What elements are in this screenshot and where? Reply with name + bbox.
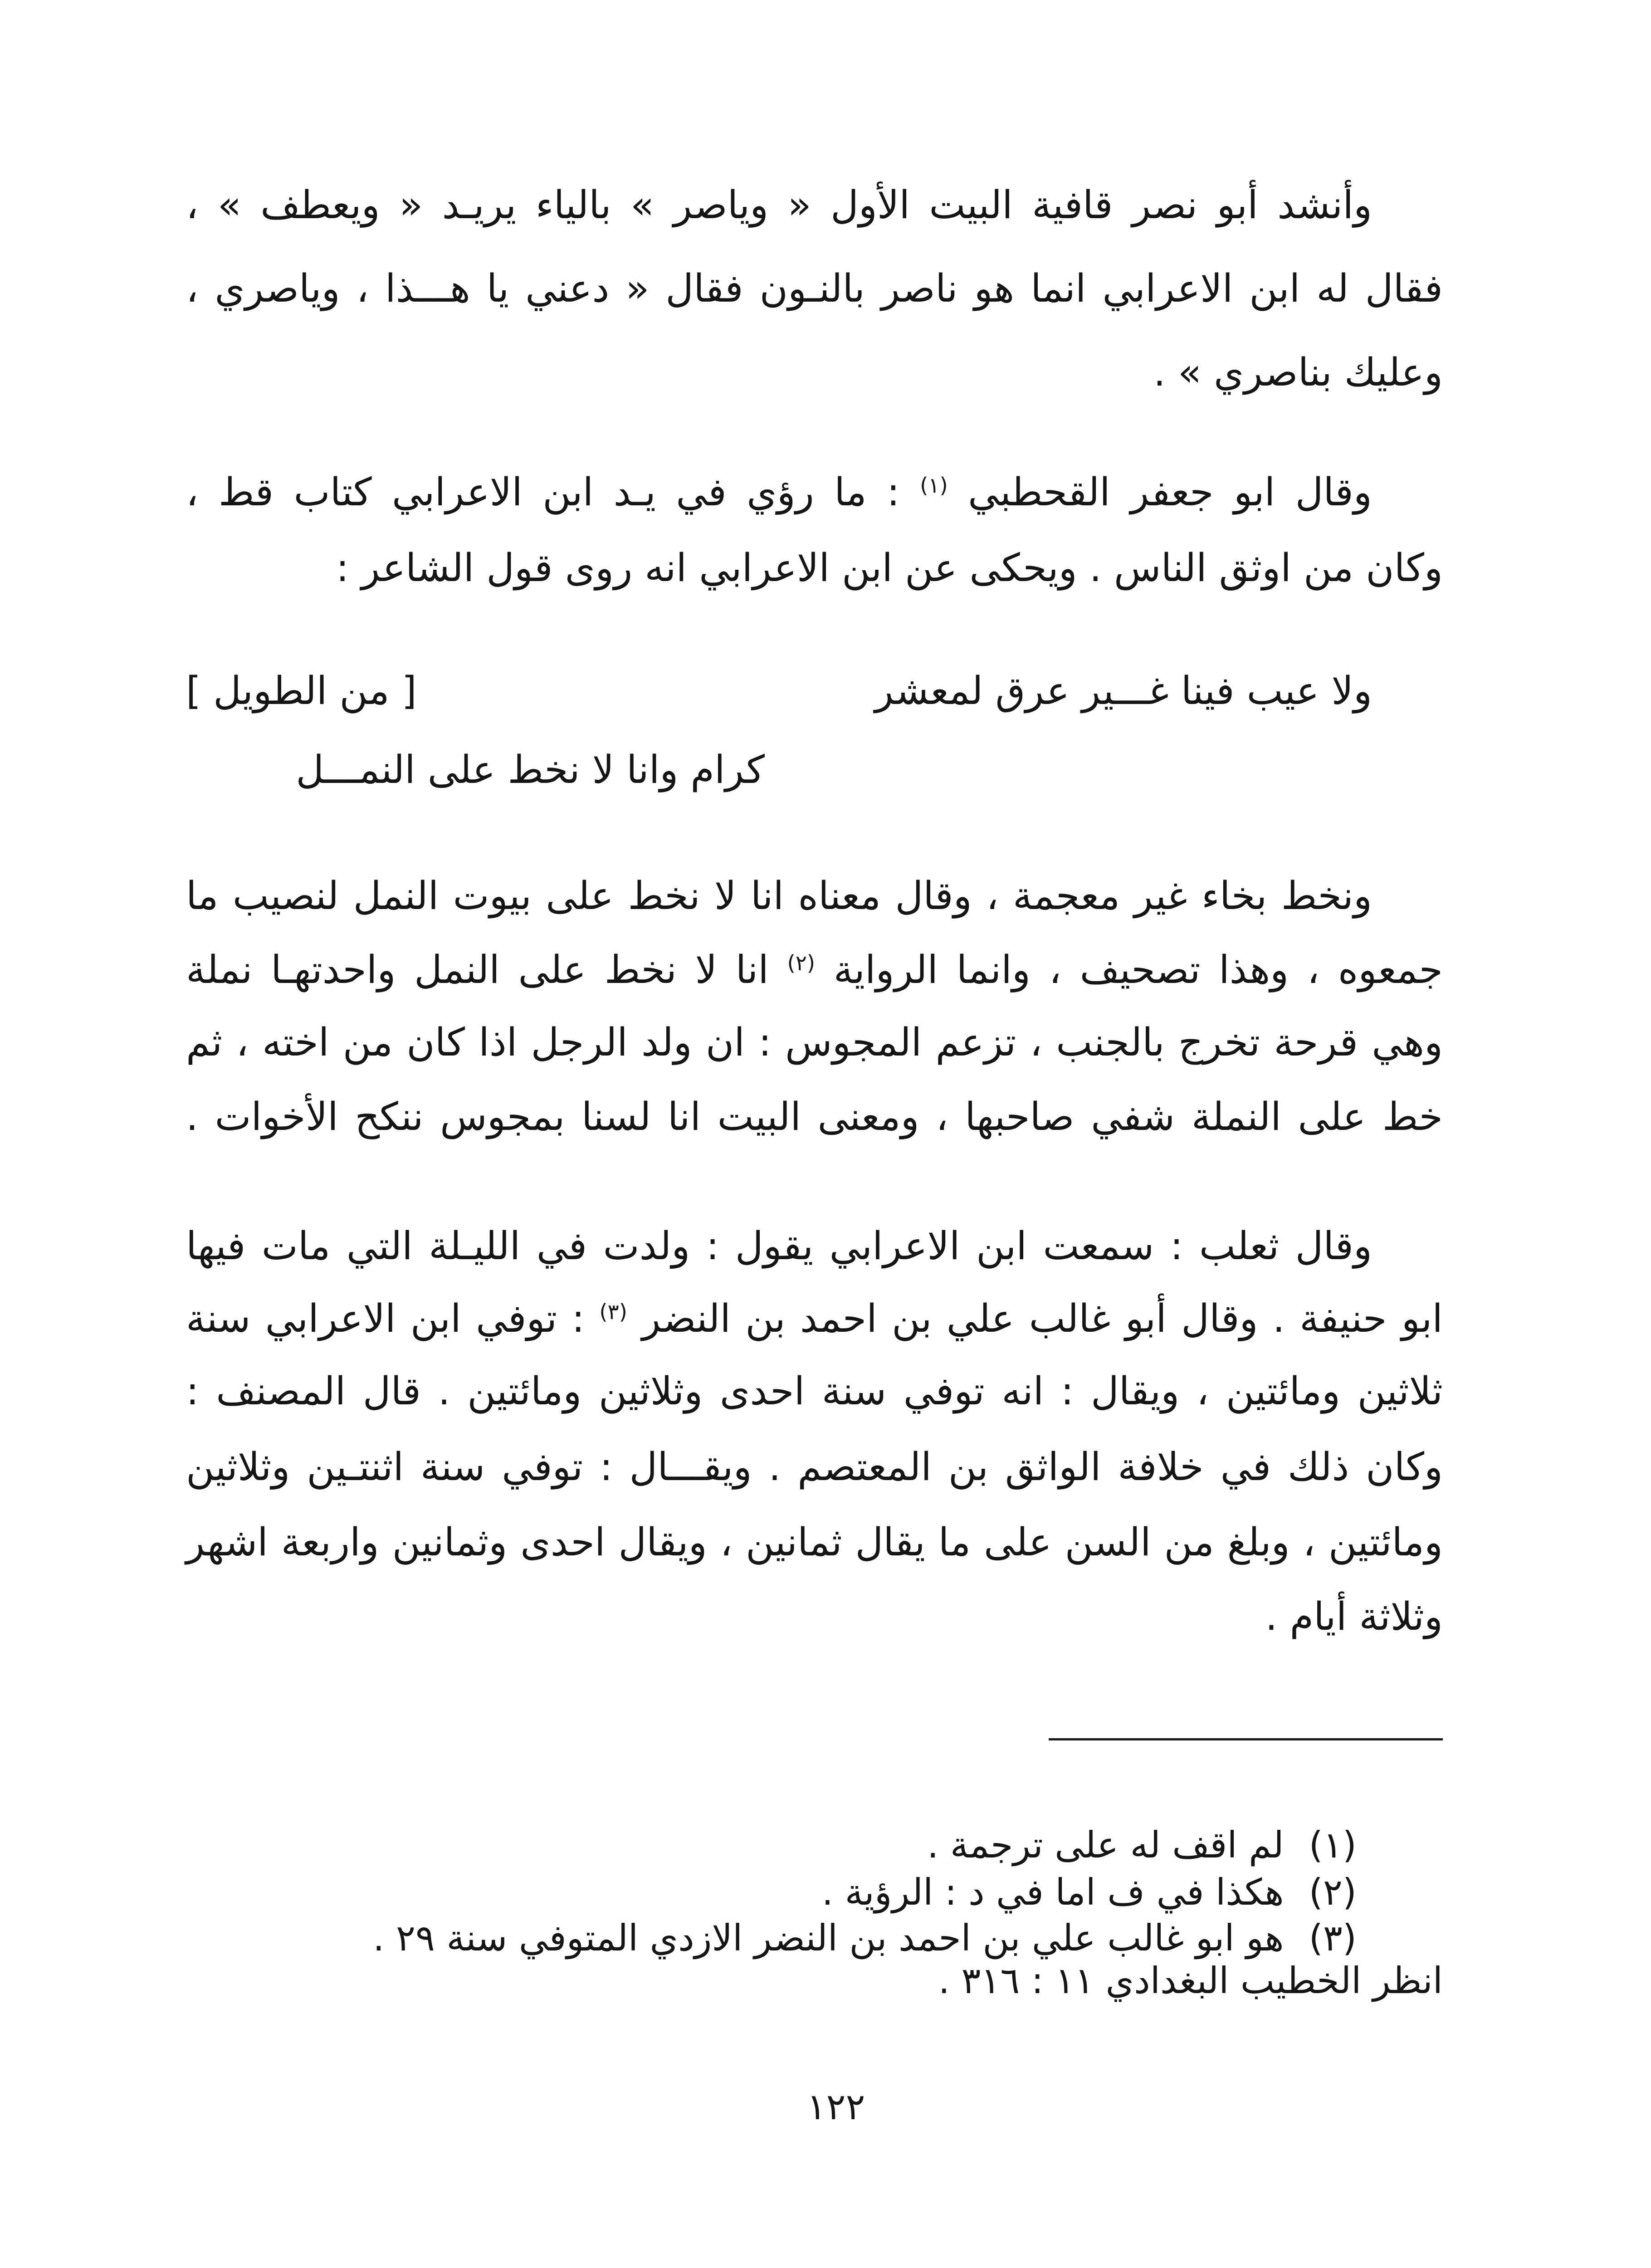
paragraph-4-line-2 bbox=[186, 1281, 1443, 1363]
line-text: انا لا نخط على النمل واحدتهـا نملة bbox=[186, 948, 769, 992]
line-text: : توفي ابن الاعرابي سنة bbox=[186, 1296, 585, 1341]
verse-second-hemistich: كرام وانا لا نخط على النمـــل bbox=[296, 748, 765, 792]
footnote-separator bbox=[1049, 1738, 1443, 1740]
footnote-text: لم اقف له على ترجمة . bbox=[927, 1824, 1284, 1866]
footnote-number: (٢) bbox=[1309, 1871, 1357, 1913]
paragraph-4-line-3: ثلاثين ومائتين ، ويقال : انه توفي سنة احدى وثلاثين ومائتين . قال المصنف : bbox=[186, 1369, 1443, 1414]
footnote-ref-2: (٢) bbox=[787, 951, 816, 976]
paragraph-1-line-2: فقال له ابن الاعرابي انما هو ناصر بالنـون فقال « دعني يا هـــذا ، وياصري ، bbox=[186, 266, 1443, 311]
verse-meter-label: [ من الطويل ] bbox=[186, 669, 417, 714]
paragraph-4-line-6: وثلاثة أيام . bbox=[1265, 1594, 1443, 1639]
paragraph-3-line-1: ونخط بخاء غير معجمة ، وقال معناه انا لا نخط على بيوت النمل لنصيب ما bbox=[186, 874, 1372, 919]
paragraph-1-line-1: وأنشد أبو نصر قافية البيت الأول « وياصر » بالياء يريـد « ويعطف » ، bbox=[186, 183, 1372, 228]
footnote-text: هكذا في ف اما في د : الرؤية . bbox=[821, 1871, 1284, 1913]
footnote-2 bbox=[186, 1870, 1357, 1915]
line-text: وقال ابو جعفر القحطبي bbox=[968, 470, 1372, 515]
footnote-number: (١) bbox=[1309, 1824, 1357, 1866]
line-text: ابو حنيفة . وقال أبو غالب علي بن احمد بن النضر bbox=[642, 1296, 1443, 1341]
line-text: جمعوه ، وهذا تصحيف ، وانما الرواية bbox=[833, 948, 1443, 992]
paragraph-4-line-1: وقال ثعلب : سمعت ابن الاعرابي يقول : ولدت في الليـلة التي مات فيها bbox=[186, 1224, 1372, 1269]
footnote-number: (٣) bbox=[1309, 1917, 1357, 1959]
paragraph-2-line-2: وكان من اوثق الناس . ويحكى عن ابن الاعرابي انه روى قول الشاعر : bbox=[336, 546, 1443, 591]
paragraph-3-line-3: وهي قرحة تخرج بالجنب ، تزعم المجوس : ان ولد الرجل اذا كان من اخته ، ثم bbox=[186, 1020, 1443, 1065]
footnote-text: هو ابو غالب علي بن احمد بن النضر الازدي المتوفي سنة ٢٩ . bbox=[373, 1917, 1284, 1959]
page-number: ١٢٢ bbox=[806, 2086, 865, 2128]
paragraph-3-line-2 bbox=[186, 933, 1443, 1014]
paragraph-1-line-3: وعليك بناصري » . bbox=[1153, 350, 1443, 395]
footnote-3-continuation: انظر الخطيب البغدادي ١١ : ٣١٦ . bbox=[938, 1960, 1443, 2002]
paragraph-2-line-1 bbox=[186, 455, 1372, 536]
footnote-3 bbox=[186, 1916, 1357, 1961]
paragraph-4-line-5: ومائتين ، وبلغ من السن على ما يقال ثمانين ، ويقال احدى وثمانين واربعة اشهر bbox=[186, 1520, 1443, 1565]
verse-first-hemistich: ولا عيب فينا غـــير عرق لمعشر bbox=[874, 669, 1372, 714]
footnote-ref-3: (٣) bbox=[599, 1300, 627, 1325]
footnote-1 bbox=[186, 1823, 1357, 1868]
paragraph-3-line-4: خط على النملة شفي صاحبها ، ومعنى البيت انا لسنا بمجوس ننكح الأخوات . bbox=[186, 1095, 1443, 1139]
line-text: : ما رؤي في يـد ابن الاعرابي كتاب قط ، bbox=[186, 470, 900, 515]
footnote-ref-1: (١) bbox=[920, 473, 948, 498]
paragraph-4-line-4: وكان ذلك في خلافة الواثق بن المعتصم . ويقـــال : توفي سنة اثنتـين وثلاثين bbox=[186, 1445, 1443, 1490]
